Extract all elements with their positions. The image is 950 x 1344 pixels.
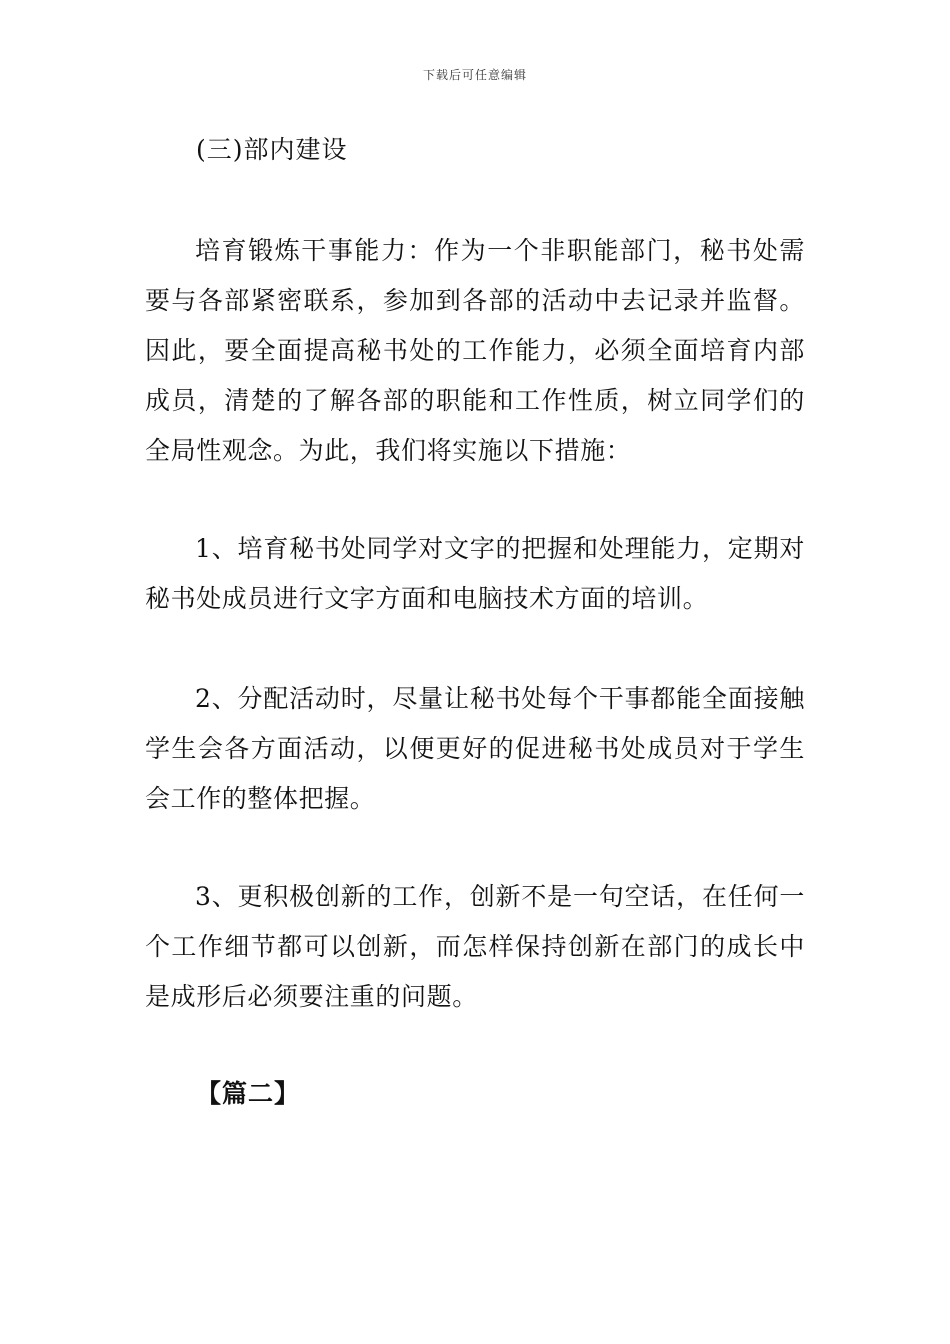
- paragraph-measure-2: 2、分配活动时，尽量让秘书处每个干事都能全面接触学生会各方面活动，以便更好的促进秘书处成员对于学生会工作的整体把握。: [145, 684, 805, 813]
- page-header-note: 下载后可任意编辑: [422, 68, 527, 82]
- paragraph-measure-3: 3、更积极创新的工作，创新不是一句空话，在任何一个工作细节都可以创新，而怎样保持创新在部门的成长中是成形后必须要注重的问题。: [145, 882, 805, 1011]
- section-heading: (三)部内建设: [196, 135, 348, 164]
- paragraph-intro: 培育锻炼干事能力：作为一个非职能部门，秘书处需要与各部紧密联系，参加到各部的活动中去记录并监督。因此，要全面提高秘书处的工作能力，必须全面培育内部成员，清楚的了解各部的职能和工作性质，树立同学们的全局性观念。为此，我们将实施以下措施：: [145, 236, 805, 465]
- part-heading: 【篇二】: [196, 1079, 301, 1108]
- paragraph-measure-1: 1、培育秘书处同学对文字的把握和处理能力，定期对秘书处成员进行文字方面和电脑技术方面的培训。: [145, 534, 805, 613]
